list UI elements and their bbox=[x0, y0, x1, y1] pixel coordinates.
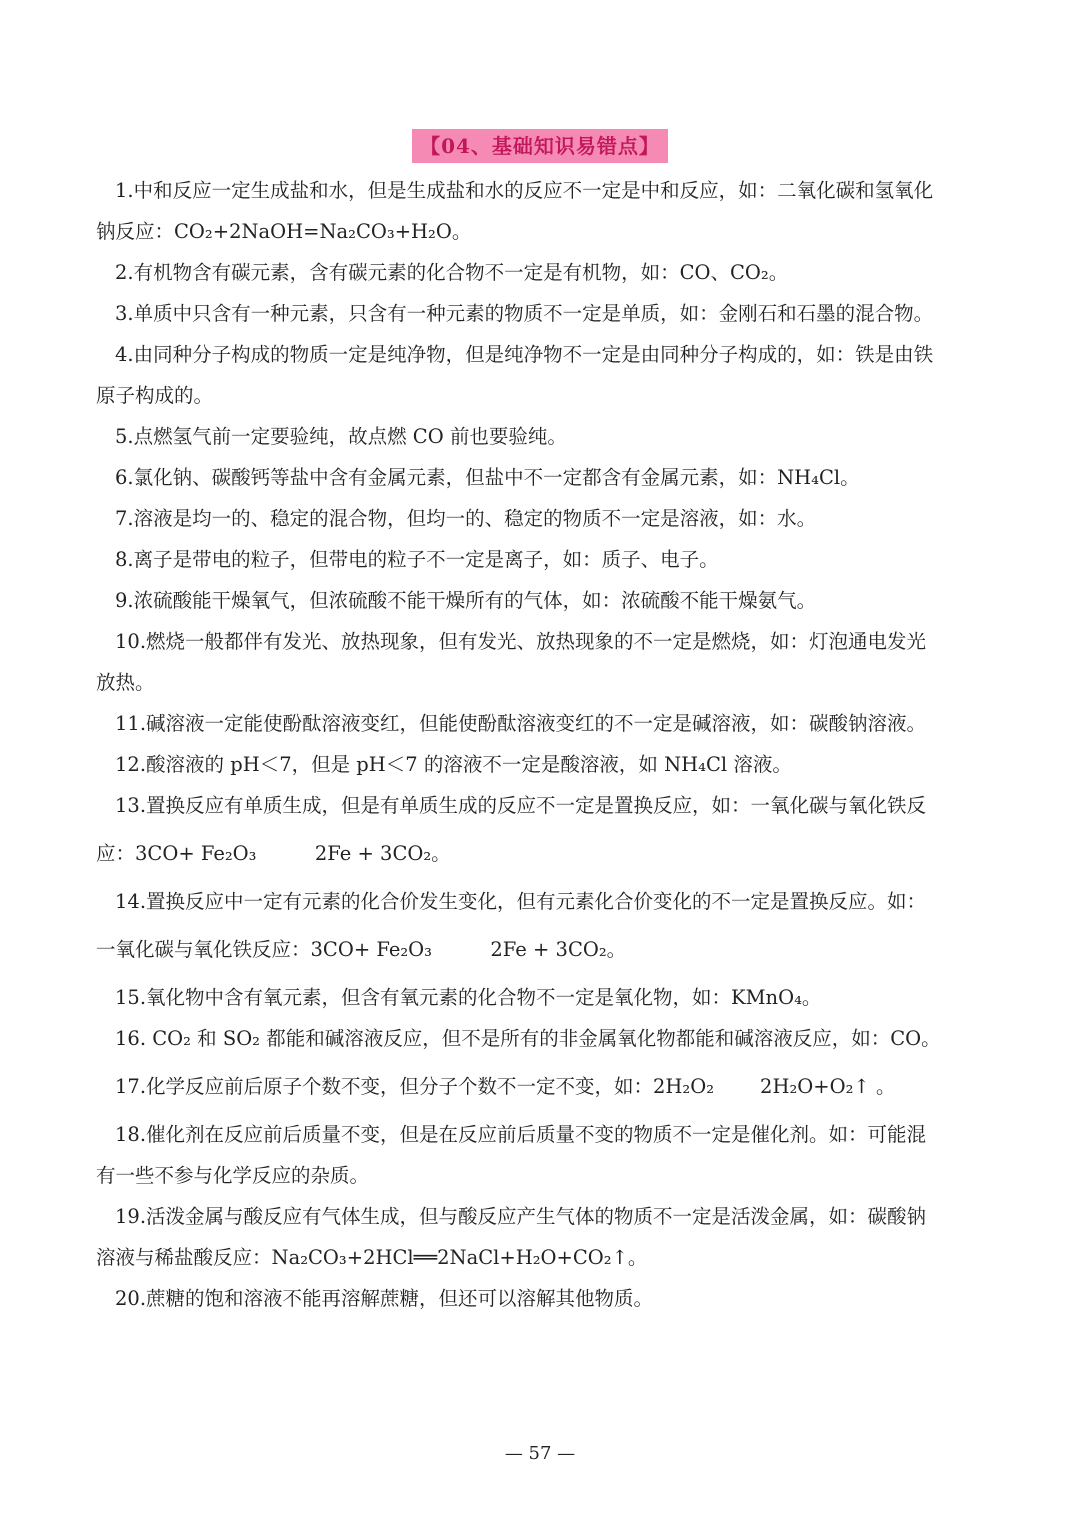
item-line: 4.由同种分子构成的物质一定是纯净物，但是纯净物不一定是由同种分子构成的，如：铁是由铁 bbox=[115, 343, 934, 366]
item-line: 12.酸溶液的 pH＜7，但是 pH＜7 的溶液不一定是酸溶液，如 NH₄Cl 溶液。 bbox=[115, 753, 792, 776]
item-line: 1.中和反应一定生成盐和水，但是生成盐和水的反应不一定是中和反应，如：二氧化碳和氢氧化 bbox=[115, 179, 934, 202]
item-line: 11.碱溶液一定能使酚酞溶液变红，但能使酚酞溶液变红的不一定是碱溶液，如：碳酸钠溶液。 bbox=[115, 712, 927, 735]
equation-line-13 bbox=[96, 826, 986, 881]
reaction-arrow bbox=[440, 922, 482, 977]
item-line: 3.单质中只含有一种元素，只含有一种元素的物质不一定是单质，如：金刚石和石墨的混合物。 bbox=[115, 302, 934, 325]
item-line: 10.燃烧一般都伴有发光、放热现象，但有发光、放热现象的不一定是燃烧，如：灯泡通电发光 bbox=[115, 630, 927, 653]
item-line: 钠反应：CO₂+2NaOH=Na₂CO₃+H₂O。 bbox=[96, 220, 472, 243]
item-line: 14.置换反应中一定有元素的化合价发生变化，但有元素化合价变化的不一定是置换反应。如： bbox=[115, 890, 927, 913]
item-line: 7.溶液是均一的、稳定的混合物，但均一的、稳定的物质不一定是溶液，如：水。 bbox=[115, 507, 817, 530]
item-line: 5.点燃氢气前一定要验纯，故点燃 CO 前也要验纯。 bbox=[115, 425, 567, 448]
item-line: 20.蔗糖的饱和溶液不能再溶解蔗糖，但还可以溶解其他物质。 bbox=[115, 1287, 654, 1310]
reaction-arrow bbox=[265, 826, 307, 881]
item-line: 2.有机物含有碳元素，含有碳元素的化合物不一定是有机物，如：CO、CO₂。 bbox=[115, 261, 789, 284]
item-line: 13.置换反应有单质生成，但是有单质生成的反应不一定是置换反应，如：一氧化碳与氧化铁反 bbox=[115, 794, 927, 817]
section-title: 【04、基础知识易错点】 bbox=[412, 129, 668, 163]
equation-lead: 一氧化碳与氧化铁反应：3CO+ Fe₂O₃ bbox=[96, 938, 432, 961]
item-line: 原子构成的。 bbox=[96, 384, 214, 407]
reaction-arrow bbox=[716, 1059, 758, 1114]
item-line: 15.氧化物中含有氧元素，但含有氧元素的化合物不一定是氧化物，如：KMnO₄。 bbox=[115, 986, 822, 1009]
page-number: — 57 — bbox=[504, 1443, 576, 1464]
equation-tail: 2Fe + 3CO₂。 bbox=[314, 842, 451, 865]
item-line: 8.离子是带电的粒子，但带电的粒子不一定是离子，如：质子、电子。 bbox=[115, 548, 719, 571]
content-body bbox=[96, 170, 986, 1319]
item-line: 溶液与稀盐酸反应：Na₂CO₃+2HCl══2NaCl+H₂O+CO₂↑。 bbox=[96, 1246, 648, 1269]
section-title-wrap bbox=[0, 129, 1080, 163]
item-line: 6.氯化钠、碳酸钙等盐中含有金属元素，但盐中不一定都含有金属元素，如：NH₄Cl。 bbox=[115, 466, 860, 489]
item-line: 放热。 bbox=[96, 671, 155, 694]
item-line: 16. CO₂ 和 SO₂ 都能和碱溶液反应，但不是所有的非金属氧化物都能和碱溶液反应，如：CO。 bbox=[115, 1027, 941, 1050]
item-line: 有一些不参与化学反应的杂质。 bbox=[96, 1164, 370, 1187]
item-line: 19.活泼金属与酸反应有气体生成，但与酸反应产生气体的物质不一定是活泼金属，如：碳酸钠 bbox=[115, 1205, 927, 1228]
equation-lead: 应：3CO+ Fe₂O₃ bbox=[96, 842, 257, 865]
item-line: 9.浓硫酸能干燥氧气，但浓硫酸不能干燥所有的气体，如：浓硫酸不能干燥氨气。 bbox=[115, 589, 817, 612]
equation-lead: 17.化学反应前后原子个数不变，但分子个数不一定不变，如：2H₂O₂ bbox=[115, 1075, 715, 1098]
equation-tail: 2Fe + 3CO₂。 bbox=[490, 938, 627, 961]
equation-tail: 2H₂O+O₂↑ 。 bbox=[760, 1075, 896, 1098]
item-line: 18.催化剂在反应前后质量不变，但是在反应前后质量不变的物质不一定是催化剂。如：可能混 bbox=[115, 1123, 927, 1146]
equation-line-14 bbox=[96, 922, 986, 977]
equation-line-17 bbox=[96, 1059, 986, 1114]
